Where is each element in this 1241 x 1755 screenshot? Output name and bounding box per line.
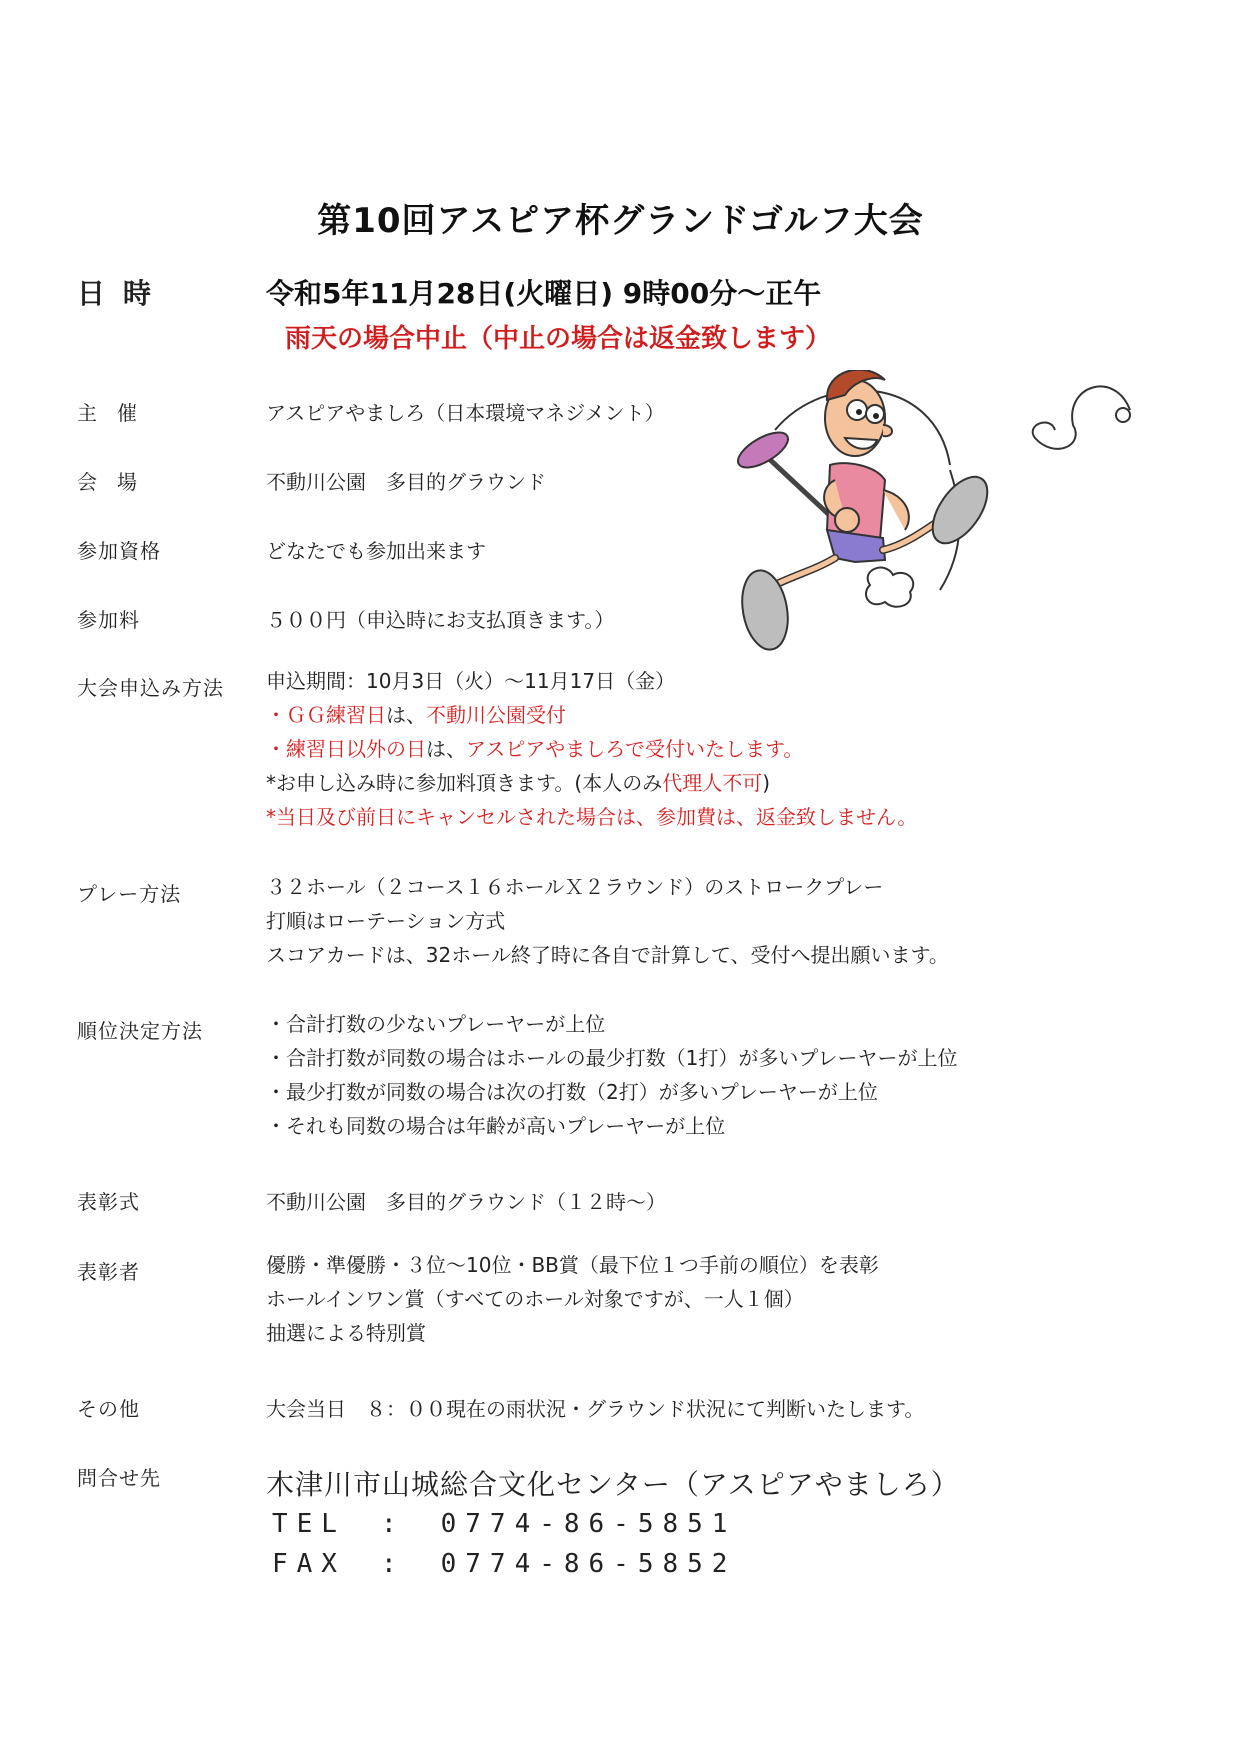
page-title: 第10回アスピア杯グランドゴルフ大会 [317, 201, 924, 241]
dust-cloud [866, 568, 913, 607]
awards-label: 表彰者 [77, 1260, 140, 1284]
venue-label: 会場 [77, 470, 157, 494]
arm [883, 490, 909, 530]
application-line-1: ・ＧＧ練習日は、不動川公園受付 [266, 703, 566, 727]
ball-icon [1116, 408, 1130, 422]
eligibility-label: 参加資格 [77, 539, 161, 563]
fee-label: 参加料 [77, 608, 140, 632]
application-block [266, 664, 917, 834]
application-period: 申込期間：10月3日（火）〜11月17日（金） [266, 669, 676, 693]
play-label: プレー方法 [77, 882, 182, 906]
application-line-2: ・練習日以外の日は、アスピアやましろで受付いたします。 [266, 737, 804, 761]
rain-note: 雨天の場合中止（中止の場合は返金致します） [285, 324, 832, 354]
other-value: 大会当日 ８：００現在の雨状況・グラウンド状況にて判断いたします。 [266, 1397, 925, 1421]
date-label: 日時 [77, 277, 170, 310]
venue-value: 不動川公園 多目的グラウンド [266, 470, 546, 494]
play-block [266, 870, 949, 972]
application-label: 大会申込み方法 [77, 676, 224, 700]
nose [883, 425, 892, 436]
ranking-line: ・合計打数の少ないプレーヤーが上位 [266, 1012, 606, 1036]
play-line: スコアカードは、32ホール終了時に各自で計算して、受付へ提出願います。 [266, 943, 949, 967]
organizer-value: アスピアやましろ（日本環境マネジメント） [266, 401, 665, 425]
application-line-4: *当日及び前日にキャンセルされた場合は、参加費は、返金致しません。 [266, 805, 918, 829]
pupil [873, 413, 879, 419]
club-head [735, 426, 793, 475]
organizer-label: 主催 [77, 401, 157, 425]
ball-trail [1033, 386, 1130, 448]
fee-value: ５００円（申込時にお支払頂きます。） [266, 608, 615, 632]
pupil [856, 409, 862, 415]
ranking-line: ・最少打数が同数の場合は次の打数（2打）が多いプレーヤーが上位 [266, 1080, 878, 1104]
ranking-block [266, 1007, 958, 1143]
awards-block [266, 1248, 879, 1350]
awards-line: ホールインワン賞（すべてのホール対象ですが、一人１個） [266, 1287, 804, 1311]
contact-label: 問合せ先 [77, 1466, 161, 1490]
ceremony-label: 表彰式 [77, 1190, 140, 1214]
contact-fax: FAX : 0774-86-5852 [272, 1549, 737, 1579]
ranking-label: 順位決定方法 [77, 1019, 203, 1043]
eligibility-value: どなたでも参加出来ます [266, 539, 486, 563]
contact-organization: 木津川市山城総合文化センター（アスピアやましろ） [266, 1468, 960, 1501]
awards-line: 抽選による特別賞 [266, 1321, 426, 1345]
date-value: 令和5年11月28日(火曜日) 9時00分〜正午 [266, 277, 822, 310]
shoe [922, 467, 998, 552]
application-line-3: *お申し込み時に参加料頂きます。(本人のみ代理人不可) [266, 771, 771, 795]
contact-tel: TEL : 0774-86-5851 [272, 1509, 737, 1539]
leg [775, 558, 835, 585]
awards-line: 優勝・準優勝・３位〜10位・BB賞（最下位１つ手前の順位）を表彰 [266, 1253, 879, 1277]
ranking-line: ・それも同数の場合は年齢が高いプレーヤーが上位 [266, 1114, 726, 1138]
hand [835, 508, 859, 532]
ranking-line: ・合計打数が同数の場合はホールの最少打数（1打）が多いプレーヤーが上位 [266, 1046, 958, 1070]
ceremony-value: 不動川公園 多目的グラウンド（１２時〜） [266, 1190, 666, 1214]
other-label: その他 [77, 1397, 140, 1421]
play-line: 打順はローテーション方式 [266, 909, 506, 933]
play-line: ３２ホール（２コース１６ホールＸ２ラウンド）のストロークプレー [266, 875, 884, 899]
golfer-running-icon [735, 370, 1135, 670]
